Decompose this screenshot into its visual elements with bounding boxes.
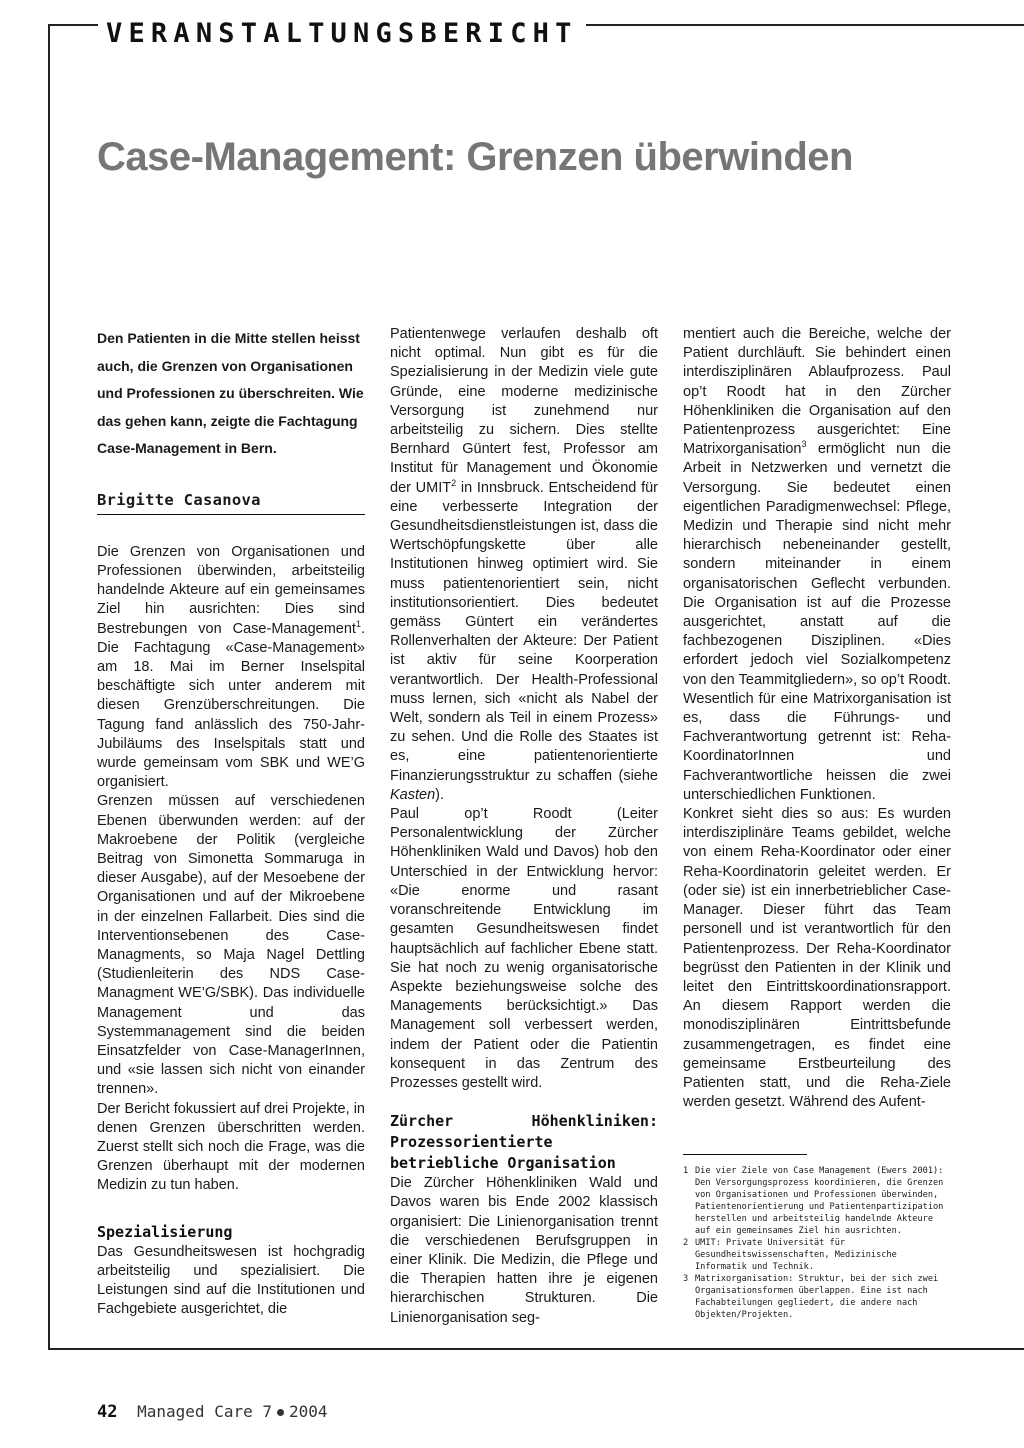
- col3-paragraph-1: mentiert auch die Bereiche, welche der Patient durchläuft. Sie behindert einen interdisziplinären Ablaufprozess. Paul op’t Roodt hat in den Zürcher Höhenkliniken die Organisation auf den Patientenprozess ausgerichtet: Eine Matrixorganisation$^3$ ermöglicht nun die Arbeit in Netzwerken und vernetzt die Versorgung. Sie bedeutet einen eigentlichen Paradigmenwechsel: Pflege, Medizin und Therapie sind nicht mehr hierarchisch nebeneinander gestellt, sondern miteinander in einem organisatorischen Geflecht verbunden. Die Organisation ist auf die Prozesse ausgerichtet, anstatt auf die fachbezogenen Disziplinen. «Dies erfordert jedoch viel Sozialkompetenz von den Teammitgliedern», so op’t Roodt. Wesentlich für eine Matrixorganisation ist es, dass die Führungs- und Fachverantwortung getrennt ist: Reha-KoordinatorInnen und Fachverantwortliche heissen die zwei unterschiedlichen Funktionen.: [683, 326, 951, 803]
- section-label: VERANSTALTUNGSBERICHT: [98, 14, 586, 54]
- author-byline: Brigitte Casanova: [97, 491, 365, 515]
- col2-paragraph-1: Patientenwege verlaufen deshalb oft nicht optimal. Nun gibt es für die Spezialisierung in der Medizin viele gute Gründe, eine moderne medizinische Versorgung ist zunehmend nur arbeitsteilig zu sichern. Dies stellte Bernhard Güntert fest, Professor am Institut für Management und Ökonomie der UMIT$^2$ in Innsbruck. Entscheidend für eine verbesserte Integration der Gesundheitsdienstleistungen ist, dass die Wertschöpfungskette über alle Institutionen hinweg optimiert wird. Sie muss patientenorientiert sein, nicht institutionsorientiert. Dies bedeutet gemäss Güntert ein verändertes Rollenverhalten der Akteure: Der Patient ist aktiv für seine Koorperation verantwortlich. Der Health-Professional muss lernen, sich «nicht als Nabel der Welt, sondern als Teil in einem Prozess» zu sehen. Und die Rolle des Staates ist es, eine patientenorientierte Finanzierungsstruktur zu schaffen (siehe Kasten).: [390, 326, 659, 803]
- page-number: 42: [97, 1402, 118, 1422]
- col1-paragraph-4: Das Gesundheitswesen ist hochgradig arbeitsteilig und spezialisiert. Die Leistungen sind auf die Institutionen und Fachgebiete ausgerichtet, die: [97, 1243, 365, 1318]
- column-1: [97, 325, 365, 1319]
- footnote-1: 1 Die vier Ziele von Case Management (Ewers 2001): Den Versorgungsprozess koordinieren, die Grenzen von Organisationen und Professionen überwinden, Patientenorientierung und Patientenpartizipation herstellen und arbeitsteilig handelnde Akteure auf ein gemeinsames Ziel hin ausrichten.: [683, 1166, 944, 1237]
- col1-paragraph-2: Grenzen müssen auf verschiedenen Ebenen überwunden werden: auf der Makroebene der Politik (vergleiche Beitrag von Simonetta Sommaruga in dieser Ausgabe), auf der Mesoebene der Organisationen und auf der Mikroebene in der einzelnen Fallarbeit. Dies sind die Interventionsebenen des Case-Managments, so Maja Nagel Dettling (Studienleiterin des NDS Case-Managment WE’G/SBK). Das individuelle Management und das Systemmanagement sind die beiden Einsatzfelder von Case-ManagerInnen, und «sie lassen sich nicht von einander trennen».: [97, 793, 365, 1098]
- footnote-3: 3 Matrixorganisation: Struktur, bei der sich zwei Organisationsformen überlappen. Eine ist nach Fachabteilungen gegliedert, die andere nach Objekten/Projekten.: [683, 1274, 939, 1321]
- journal-name: Managed Care: [137, 1402, 253, 1421]
- heading-zuercher-hoehenkliniken: Zürcher Höhenkliniken: Prozessorientierte betriebliche Organisation: [390, 1112, 658, 1173]
- footnote-rule: [683, 1154, 807, 1155]
- column-2: [390, 325, 658, 1328]
- footnote-2: 2 UMIT: Private Universität für Gesundheitswissenschaften, Medizinische Informatik und Technik.: [683, 1238, 897, 1273]
- page-footer: [97, 1402, 328, 1422]
- bullet-dot-icon: [277, 1409, 284, 1416]
- footnote-ref-3: 3: [801, 439, 807, 450]
- lead-paragraph: Den Patienten in die Mitte stellen heisst auch, die Grenzen von Organisationen und Professionen zu überschreiten. Wie das gehen kann, zeigte die Fachtagung Case-Management in Bern.: [97, 330, 364, 456]
- heading-spezialisierung: Spezialisierung: [97, 1222, 233, 1241]
- frame-bottom-rule: [48, 1348, 1024, 1350]
- issue-year: 2004: [289, 1402, 328, 1421]
- article-title: Case-Management: Grenzen überwinden: [97, 135, 853, 179]
- issue-number: 7: [262, 1402, 272, 1421]
- col2-paragraph-3: Die Zürcher Höhenkliniken Wald und Davos waren bis Ende 2002 klassisch organisiert: Die Linienorganisation trennt die verschiedenen Berufsgruppen in einer Klinik. Die Medizin, die Pflege und die Therapien hatten ihre je eigenen hierarchischen Strukturen. Die Linienorganisation seg-: [390, 1175, 658, 1326]
- column-3: [683, 325, 951, 1321]
- col1-paragraph-1: Die Grenzen von Organisationen und Professionen überwinden, arbeitsteilig handelnde Akteure auf ein gemeinsames Ziel hin ausrichten: Dies sind Bestrebungen von Case-Management$^1$. Die Fachtagung «Case-Management» am 18. Mai im Berner Inselspital beschäftigte sich unter anderem mit diesen Grenzüberschreitungen. Die Tagung fand anlässlich des 750-Jahr-Jubiläums des Inselspitals statt und wurde gemeinsam vom SBK und WE’G organisiert.: [97, 543, 365, 791]
- footnote-ref-2: 2: [451, 477, 457, 488]
- frame-left-rule: [48, 24, 50, 1350]
- col3-paragraph-2: Konkret sieht dies so aus: Es wurden interdisziplinäre Teams gebildet, welche von einem Reha-Koordinator oder einer Reha-Koordinatorin geleitet werden. Er (oder sie) ist ein innerbetrieblicher Case-Manager. Dieser führt das Team personell und ist verantwortlich für den Patientenprozess. Der Reha-Koordinator begrüsst den Patienten in der Klinik und leitet den Eintrittskoordinationsrapport. An diesem Rapport werden die monodisziplinären Eintrittsbefunde zusammengetragen, es findet eine gemeinsame Erstbeurteilung des Patienten statt, und die Reha-Ziele werden gesetzt. Während des Aufent-: [683, 806, 951, 1111]
- col2-paragraph-2: Paul op’t Roodt (Leiter Personalentwicklung der Zürcher Höhenkliniken Wald und Davos) hob den Unterschied in der Entwicklung hervor: «Die enorme und rasant voranschreitende Entwicklung im gesamten Gesundheitswesen findet hauptsächlich auf fachlicher Ebene statt. Sie hat noch zu wenig organisatorische Aspekte beziehungsweise solche des Managements berücksichtigt.» Das Management soll verbessert werden, indem der Patient oder die Patientin konsequent in das Zentrum des Prozesses gestellt wird.: [390, 806, 658, 1091]
- footnote-ref-1: 1: [355, 618, 361, 629]
- col1-paragraph-3: Der Bericht fokussiert auf drei Projekte, in denen Grenzen überschritten werden. Zuerst stellt sich noch die Frage, was die Grenzen überhaupt mit der modernen Medizin zu tun haben.: [97, 1100, 365, 1194]
